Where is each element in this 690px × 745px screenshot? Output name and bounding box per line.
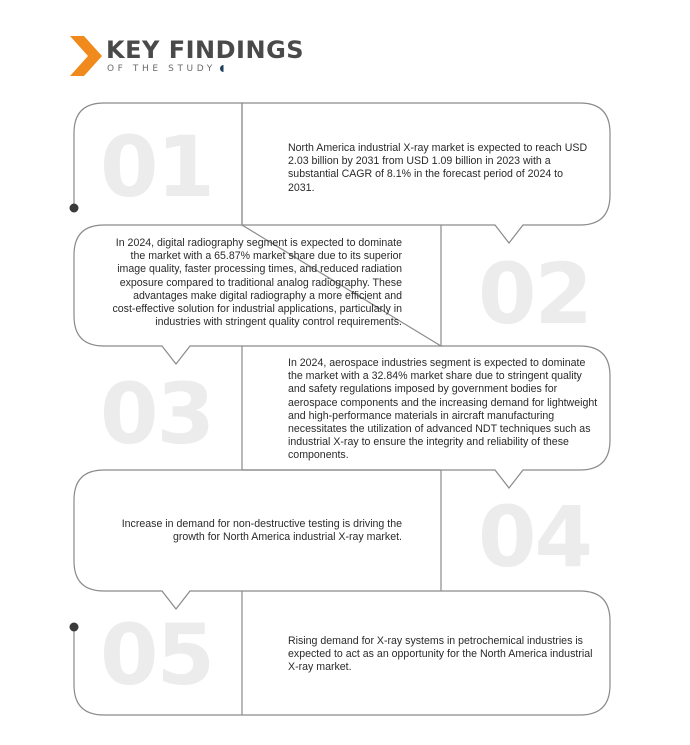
page-subtitle: OF THE STUDY <box>107 64 216 74</box>
page-title: KEY FINDINGS <box>106 36 305 64</box>
finding-text-02: In 2024, digital radiography segment is expected to dominate the market with a 65.87% market share due to its superior image quality, faster processing times, and reduced radiation exposure compared to traditional analog radiography. These advantages make digital radiography a more efficient and cost-effective solution for industrial applications, particularly in industries with stringent quality control requirements. <box>112 237 402 329</box>
finding-number-01: 01 <box>100 118 213 216</box>
finding-number-04: 04 <box>478 488 591 586</box>
finding-number-02: 02 <box>478 245 591 343</box>
finding-number-05: 05 <box>100 606 213 704</box>
connector-dot-top <box>70 204 79 213</box>
finding-text-03: In 2024, aerospace industries segment is expected to dominate the market with a 32.84% market share due to stringent quality and safety regulations imposed by government bodies for aerospace components and the increasing demand for lightweight and high-performance materials in aircraft manufacturing necessitates the utilization of advanced NDT techniques such as industrial X-ray to ensure the integrity and reliability of these components. <box>288 357 598 462</box>
finding-text-01: North America industrial X-ray market is expected to reach USD 2.03 billion by 2031 from USD 1.09 billion in 2023 with a substantial CAGR of 8.1% in the forecast period of 2024 to 2031. <box>288 142 588 194</box>
finding-number-03: 03 <box>100 365 213 463</box>
finding-text-05: Rising demand for X-ray systems in petrochemical industries is expected to act as an opportunity for the North America industrial X-ray market. <box>288 635 593 674</box>
connector-dot-bottom <box>70 623 79 632</box>
finding-text-04: Increase in demand for non-destructive testing is driving the growth for North America industrial X-ray market. <box>121 518 402 544</box>
